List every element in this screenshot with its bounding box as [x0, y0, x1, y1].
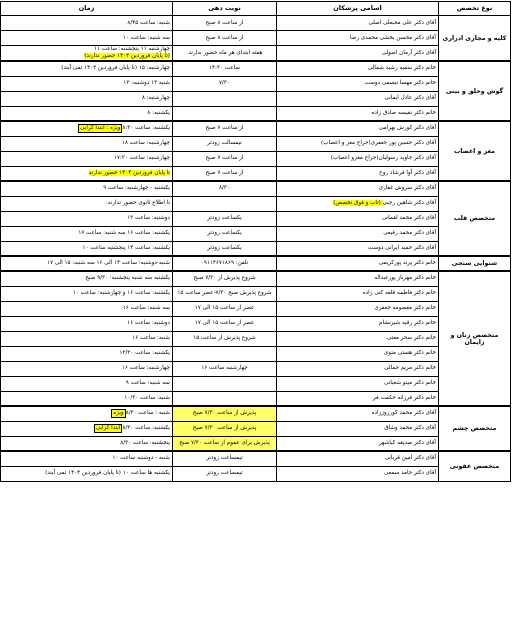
time-text: یکشنبه: ساعت ۸:۳۰ [122, 125, 170, 132]
schedule-sheet [1, 1, 511, 482]
table-row [1, 31, 511, 46]
doctor-name: آقای دکتر محسن بخشی محمدی رضا [277, 31, 439, 46]
doctor-name: آقای دکتر کورش بهرامی [277, 121, 439, 136]
time-text: یکشنبه: ساعت ۸/۳۰ [122, 425, 170, 431]
doctor-name: آقای دکتر آوا فرشاد روح [277, 166, 439, 181]
time-cell [1, 61, 173, 76]
time-text: چهارشنبه: ساعت ۱۶ [121, 365, 170, 371]
time-text: شنبه: ساعت ۱۰/۳۰ [124, 394, 170, 401]
time-cell [1, 121, 173, 136]
doctor-name: آقای دکتر حسین پور جعفری(جراح مغز و اعصاب) [277, 136, 439, 151]
time-cell [1, 361, 173, 376]
doctor-name: خانم دکتر معصومه جعفری [277, 301, 439, 316]
doctor-schedule-table [0, 1, 511, 482]
table-row [1, 181, 511, 196]
time-cell [1, 166, 173, 181]
time-cell [1, 451, 173, 466]
doctor-name: خانم دکتر هستی متوی [277, 346, 439, 361]
time-cell [1, 391, 173, 406]
time-text: تا پایان فروردین ۱۴۰۴ حضور ندارند [88, 169, 170, 176]
specialty-cell: متخصص عفونی [439, 451, 511, 481]
time-text: شنبه: ساعت ۱۶ [132, 335, 170, 341]
shift-cell: شروع پذیرش از ساعت ۱۵ [173, 331, 277, 346]
time-cell [1, 76, 173, 91]
shift-cell: از ساعت ۸ صبح [173, 31, 277, 46]
shift-cell [173, 91, 277, 106]
doctor-name: آقای دکتر جاوید رسولیان(جراح مغزو اعصاب) [277, 151, 439, 166]
time-text: یکشنبه: ساعت ۱۶ سه شنبه: ساعت ۱۷ [78, 230, 170, 236]
time-cell [1, 46, 173, 62]
shift-cell [173, 106, 277, 121]
time-cell [1, 256, 173, 271]
doctor-name: آقای دکتر شاهین رجبی (تاب و فوق تخصص) [277, 196, 439, 211]
table-row [1, 91, 511, 106]
time-cell [1, 241, 173, 256]
doctor-name: آقای دکتر امین قربانی [277, 451, 439, 466]
table-row [1, 211, 511, 226]
shift-cell: ساعت ۱۴:۳۰ [173, 61, 277, 76]
doctor-name: آقای دکتر عادل ایمانی [277, 91, 439, 106]
table-row [1, 406, 511, 421]
doctor-name: آقای دکتر سروش غفاری [277, 181, 439, 196]
doctor-name: آقای دکتر محمد وشاق [277, 421, 439, 436]
table-row [1, 226, 511, 241]
time-cell [1, 31, 173, 46]
shift-cell: از ساعت ۸ صبح [173, 16, 277, 31]
table-row [1, 166, 511, 181]
doctor-name: خانم دکتر پرند پورکریمی [277, 256, 439, 271]
table-row [1, 346, 511, 361]
shift-cell: ۸/۳۰ [173, 181, 277, 196]
shift-cell: تیمساعت زودتر [173, 466, 277, 481]
table-row [1, 436, 511, 451]
time-text: چهارشنبه: ۱۵ (تا پایان فروردین ۱۴۰۴ تمی آیند) [61, 65, 170, 72]
doctor-tag: (تاب و فوق تخصص) [333, 200, 383, 206]
table-row [1, 331, 511, 346]
table-row [1, 316, 511, 331]
time-text: شنبه-دوشنبه: ساعت ۱۴ الی ۱۶ سه شنبه: ۱۵ الی ۱۷ [47, 260, 170, 266]
header-doctors: اسامی پزشکان [277, 2, 439, 16]
specialty-cell: متخصص چشم [439, 406, 511, 451]
time-text: سه شنبه: ساعت ۱۰ [122, 34, 170, 41]
time-cell [1, 181, 173, 196]
shift-cell: پذیرش از ساعت ۷/۳۰ صبح [173, 421, 277, 436]
time-text: یکشنبه: ساعت ۱۶ و چهارشنبه: ساعت ۱۰ [72, 290, 170, 296]
time-cell [1, 136, 173, 151]
shift-cell: از ساعت ۷ صبح [173, 166, 277, 181]
specialty-cell: کلیه و مجاری ادراری [439, 16, 511, 62]
time-text: یکشنبه: ساعت ۱۳/۳۰ [119, 350, 170, 356]
doctor-name: آقای دکتر حامد سمعی [277, 466, 439, 481]
shift-cell [173, 346, 277, 361]
time-text: چهارشنبه: ساعت ۱۷:۳۰ [113, 155, 170, 161]
table-row [1, 421, 511, 436]
shift-cell: تیمساعت زودتر [173, 451, 277, 466]
time-text: چهارشنبه ۱۱ پنجشنبه: ساعت ۱۱ [94, 46, 170, 52]
shift-cell: یکساعت زودتر [173, 226, 277, 241]
table-row [1, 136, 511, 151]
shift-cell: یکساعت زودتر [173, 211, 277, 226]
time-text: تا اطلاع ثانوی حضور ندارند. [105, 200, 170, 206]
shift-cell: شروع پذیرش از ۷/۳۰ صبح [173, 271, 277, 286]
table-row [1, 361, 511, 376]
time-text: شنبه - دوشنبه ساعت ۱۰ [112, 455, 170, 462]
time-cell [1, 301, 173, 316]
shift-cell: چهارشنبه ساعت ۱۶ [173, 361, 277, 376]
table-row [1, 391, 511, 406]
special-badge: ویژه [113, 410, 124, 417]
table-row [1, 241, 511, 256]
time-text: دوشنبه: ساعت ۱۳ [127, 215, 170, 221]
doctor-name: خانم دکتر مهرناز پورعبداله [277, 271, 439, 286]
table-row [1, 301, 511, 316]
time-text: یکشنبه سه شنبه پنجشنبه: ۹/۳۰ صبح [85, 275, 170, 282]
doctor-name: خانم دکتر نفیسه صادق زاده [277, 106, 439, 121]
time-text: پنجشنبه: ساعت ۸/۳۰ [120, 439, 170, 446]
table-row [1, 196, 511, 211]
doctor-name: خانم دکتر فاطمه قلعه کنی زاده [277, 286, 439, 301]
table-row [1, 286, 511, 301]
shift-cell: عصر از ساعت ۱۵ الی ۱۷ [173, 316, 277, 331]
time-text: چهارشنبه: ۸ [141, 95, 170, 101]
header-time: زمان [1, 2, 173, 16]
time-text: شنبه ۱۳ دوشنبه: ۱۳ [123, 80, 170, 86]
doctor-name: آقای دکتر محمد رفیعی [277, 226, 439, 241]
specialty-cell: گوش وحلق و بینی [439, 61, 511, 121]
shift-cell: تیمسالت زودتر [173, 136, 277, 151]
shift-cell [173, 391, 277, 406]
shift-cell: از ساعت ۷ صبح [173, 151, 277, 166]
time-text: شنبه : ساعت ۸/۳۰ [125, 410, 170, 417]
time-text: چهارشنبه: ساعت ۱۸ [121, 140, 170, 146]
shift-cell: تلفن: ۰۹۱۱۴۶۷۱۸۶۹ [173, 256, 277, 271]
time-cell [1, 406, 173, 421]
time-cell [1, 436, 173, 451]
time-text: یکشنبه: ۸ [147, 109, 170, 116]
time-cell [1, 466, 173, 481]
time-cell [1, 376, 173, 391]
specialty-cell: شنوایی سنجی [439, 256, 511, 271]
shift-cell: شروع پذیرش صبح ۷/۳۰-عصر ساعت ۱۵ [173, 286, 277, 301]
table-row [1, 61, 511, 76]
doctor-name: خانم دکتر سحر معتی [277, 331, 439, 346]
time-cell [1, 286, 173, 301]
shift-cell [173, 376, 277, 391]
table-row [1, 256, 511, 271]
table-row [1, 46, 511, 62]
time-note: (تا پایان فروردین ۱۴۰۴ حضور ندارند) [84, 53, 170, 59]
time-cell [1, 316, 173, 331]
time-cell [1, 331, 173, 346]
shift-cell: عصر از ساعت ۱۵ الی ۱۷ [173, 301, 277, 316]
header-shift: نوبت دهی [173, 2, 277, 16]
doctor-name: خانم دکتر رقیه شیرنشام [277, 316, 439, 331]
time-cell [1, 106, 173, 121]
doctor-name: خانم دکتر مریم جمالی [277, 361, 439, 376]
table-row [1, 451, 511, 466]
doctor-name: آقای دکتر علی محبعلی اصلی [277, 16, 439, 31]
time-text: یکشنبه - چهارشنبه: ساعت ۹ [103, 185, 170, 192]
special-badge: ویژه : ابتدا کرابی [80, 125, 121, 132]
doctor-name: آقای دکتر صدیقه کیاشهر [277, 436, 439, 451]
doctor-name: خانم دکتر فرزانه حکمت فر [277, 391, 439, 406]
table-row [1, 376, 511, 391]
doctor-name: آقای دکتر محمد لقمانی [277, 211, 439, 226]
table-row [1, 151, 511, 166]
table-row [1, 271, 511, 286]
special-badge: ابتدا کرابی [95, 425, 121, 431]
table-row [1, 121, 511, 136]
time-text: یکشنبه ها ساعت ۱۰ (تا پایان فروردین ۱۴۰۴ تمی آیند) [45, 470, 170, 476]
time-cell [1, 151, 173, 166]
table-row [1, 76, 511, 91]
schedule-body [1, 16, 511, 482]
time-text: سه شنبه: ساعت ۹ [125, 380, 170, 386]
table-row [1, 16, 511, 31]
specialty-cell: مغز و اعصاب [439, 121, 511, 181]
table-row [1, 466, 511, 481]
time-text: سه شنبه: ساعت ۱۶ [122, 305, 170, 311]
shift-cell: ۷/۳۰ [173, 76, 277, 91]
shift-cell: پذیرش از ساعت ۷/۳۰ صبح [173, 406, 277, 421]
doctor-name: آقای دکتر آرمان اصولی [277, 46, 439, 62]
doctor-name: آقای دکتر محمد کورزوززاده [277, 406, 439, 421]
header-row [1, 2, 511, 16]
time-cell [1, 16, 173, 31]
time-cell [1, 196, 173, 211]
doctor-name: خانم دکتر مینو شعبانی [277, 376, 439, 391]
time-cell [1, 226, 173, 241]
time-text: دوشنبه: ساعت ۱۶ [127, 320, 170, 326]
time-cell [1, 211, 173, 226]
shift-cell: هفته ابتدای هر ماه حضور ندارند. [173, 46, 277, 62]
shift-cell [173, 196, 277, 211]
time-cell [1, 346, 173, 361]
shift-cell: پذیرش برای عموم از ساعت ۷/۳۰ صبح [173, 436, 277, 451]
shift-cell: از ساعت ۷ صبح [173, 121, 277, 136]
time-text: یکشنبه: ساعت ۱۴ پنجشنبه ساعت ۱۰ [82, 244, 170, 251]
shift-cell: یکساعت زودتر [173, 241, 277, 256]
header-specialty: نوع تخصص [439, 2, 511, 16]
time-cell [1, 91, 173, 106]
doctor-name: آقای دکتر حمید ایرانی دوست [277, 241, 439, 256]
doctor-name: خانم دکتر سمیه رشید شمالی [277, 61, 439, 76]
time-cell [1, 421, 173, 436]
time-cell [1, 271, 173, 286]
specialty-cell: متخصص قلب [439, 181, 511, 256]
table-row [1, 106, 511, 121]
doctor-name: خانم دکتر مهسا تبسمی دوست [277, 76, 439, 91]
specialty-cell: متخصص زنان و زایمان [439, 271, 511, 406]
time-text: شنبه: ساعت ۸/۴۵ [127, 19, 170, 26]
